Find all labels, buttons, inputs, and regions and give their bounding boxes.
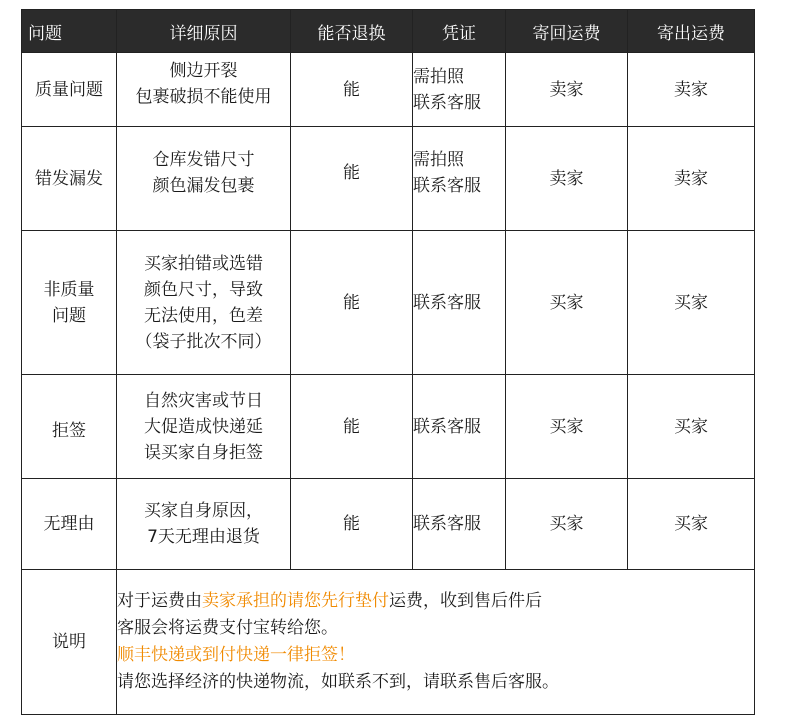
note-line-2: 客服会将运费支付宝转给您。 <box>117 618 338 638</box>
reason-text: 买家自身原因， <box>144 501 263 521</box>
issue-text: 无理由 <box>43 514 95 534</box>
table-row <box>22 375 755 479</box>
return-fee-cell: 买家 <box>506 479 628 570</box>
reason-cell <box>117 53 291 127</box>
exchange-cell: 能 <box>291 231 413 375</box>
issue-text: 错发漏发 <box>35 168 103 189</box>
issue-cell <box>22 479 117 570</box>
header-proof: 凭证 <box>413 10 506 53</box>
reason-text: 大促造成快递延 <box>144 416 263 437</box>
header-send-fee: 寄出运费 <box>628 10 755 53</box>
proof-text: 联系客服 <box>413 416 481 437</box>
issue-text: 拒签 <box>52 420 86 441</box>
reason-text: 误买家自身拒签 <box>144 442 263 463</box>
proof-text: 需拍照 <box>413 66 464 87</box>
return-fee-cell: 卖家 <box>506 127 628 231</box>
note-line-1-post: 运费，收到售后件后 <box>389 591 542 611</box>
reason-text: 自然灾害或节日 <box>144 390 263 411</box>
proof-text: 需拍照 <box>413 149 464 170</box>
send-fee-cell: 买家 <box>628 375 755 479</box>
send-fee-cell: 买家 <box>628 479 755 570</box>
reason-text: 颜色漏发包裹 <box>152 175 255 196</box>
reason-cell <box>117 375 291 479</box>
reason-cell <box>117 479 291 570</box>
exchange-cell: 能 <box>291 375 413 479</box>
exchange-cell: 能 <box>291 479 413 570</box>
send-fee-cell: 买家 <box>628 231 755 375</box>
return-fee-cell: 买家 <box>506 231 628 375</box>
reason-text: 买家拍错或选错 <box>144 253 263 274</box>
return-policy-table <box>21 9 755 715</box>
note-line-1 <box>117 588 754 615</box>
note-line-3-highlight: 顺丰快递或到付快递一律拒签！ <box>117 645 355 665</box>
note-label: 说明 <box>52 632 86 652</box>
reason-text: 仓库发错尺寸 <box>152 149 255 170</box>
issue-cell <box>22 53 117 127</box>
note-content <box>117 570 755 715</box>
table-row <box>22 127 755 231</box>
note-line-1-highlight: 卖家承担的请您先行垫付 <box>202 591 389 611</box>
note-label-cell <box>22 570 117 715</box>
send-fee-cell: 卖家 <box>628 127 755 231</box>
proof-cell <box>413 53 506 127</box>
reason-cell <box>117 127 291 231</box>
proof-text: 联系客服 <box>413 175 481 196</box>
header-reason: 详细原因 <box>117 10 291 53</box>
table-row <box>22 53 755 127</box>
exchange-text: 能 <box>343 162 360 183</box>
reason-text: 颜色尺寸，导致 <box>144 279 263 300</box>
return-fee-cell: 买家 <box>506 375 628 479</box>
proof-text: 联系客服 <box>413 292 481 313</box>
exchange-cell: 能 <box>291 53 413 127</box>
issue-cell <box>22 231 117 375</box>
header-row <box>22 10 755 53</box>
issue-text: 质量问题 <box>35 79 103 100</box>
proof-text: 联系客服 <box>413 514 481 534</box>
reason-text: 包裹破损不能使用 <box>135 86 272 107</box>
proof-cell <box>413 231 506 375</box>
proof-cell <box>413 479 506 570</box>
header-return-fee: 寄回运费 <box>506 10 628 53</box>
note-line-1-pre: 对于运费由 <box>117 591 202 611</box>
proof-cell <box>413 375 506 479</box>
reason-text: （袋子批次不同） <box>135 331 272 352</box>
table-row <box>22 231 755 375</box>
table-row <box>22 479 755 570</box>
reason-cell <box>117 231 291 375</box>
proof-text: 联系客服 <box>413 92 481 113</box>
note-row <box>22 570 755 715</box>
send-fee-cell: 卖家 <box>628 53 755 127</box>
header-issue: 问题 <box>22 10 117 53</box>
reason-text: 侧边开裂 <box>169 60 238 81</box>
note-line-4: 请您选择经济的快递物流，如联系不到，请联系售后客服。 <box>117 672 559 692</box>
exchange-cell <box>291 127 413 231</box>
return-fee-cell: 卖家 <box>506 53 628 127</box>
issue-cell <box>22 375 117 479</box>
header-exchange: 能否退换 <box>291 10 413 53</box>
issue-cell <box>22 127 117 231</box>
proof-cell <box>413 127 506 231</box>
issue-text: 非质量 <box>43 279 95 300</box>
reason-text: 无法使用，色差 <box>144 305 263 326</box>
reason-text: 7天无理由退货 <box>147 527 260 547</box>
issue-text: 问题 <box>52 305 86 326</box>
